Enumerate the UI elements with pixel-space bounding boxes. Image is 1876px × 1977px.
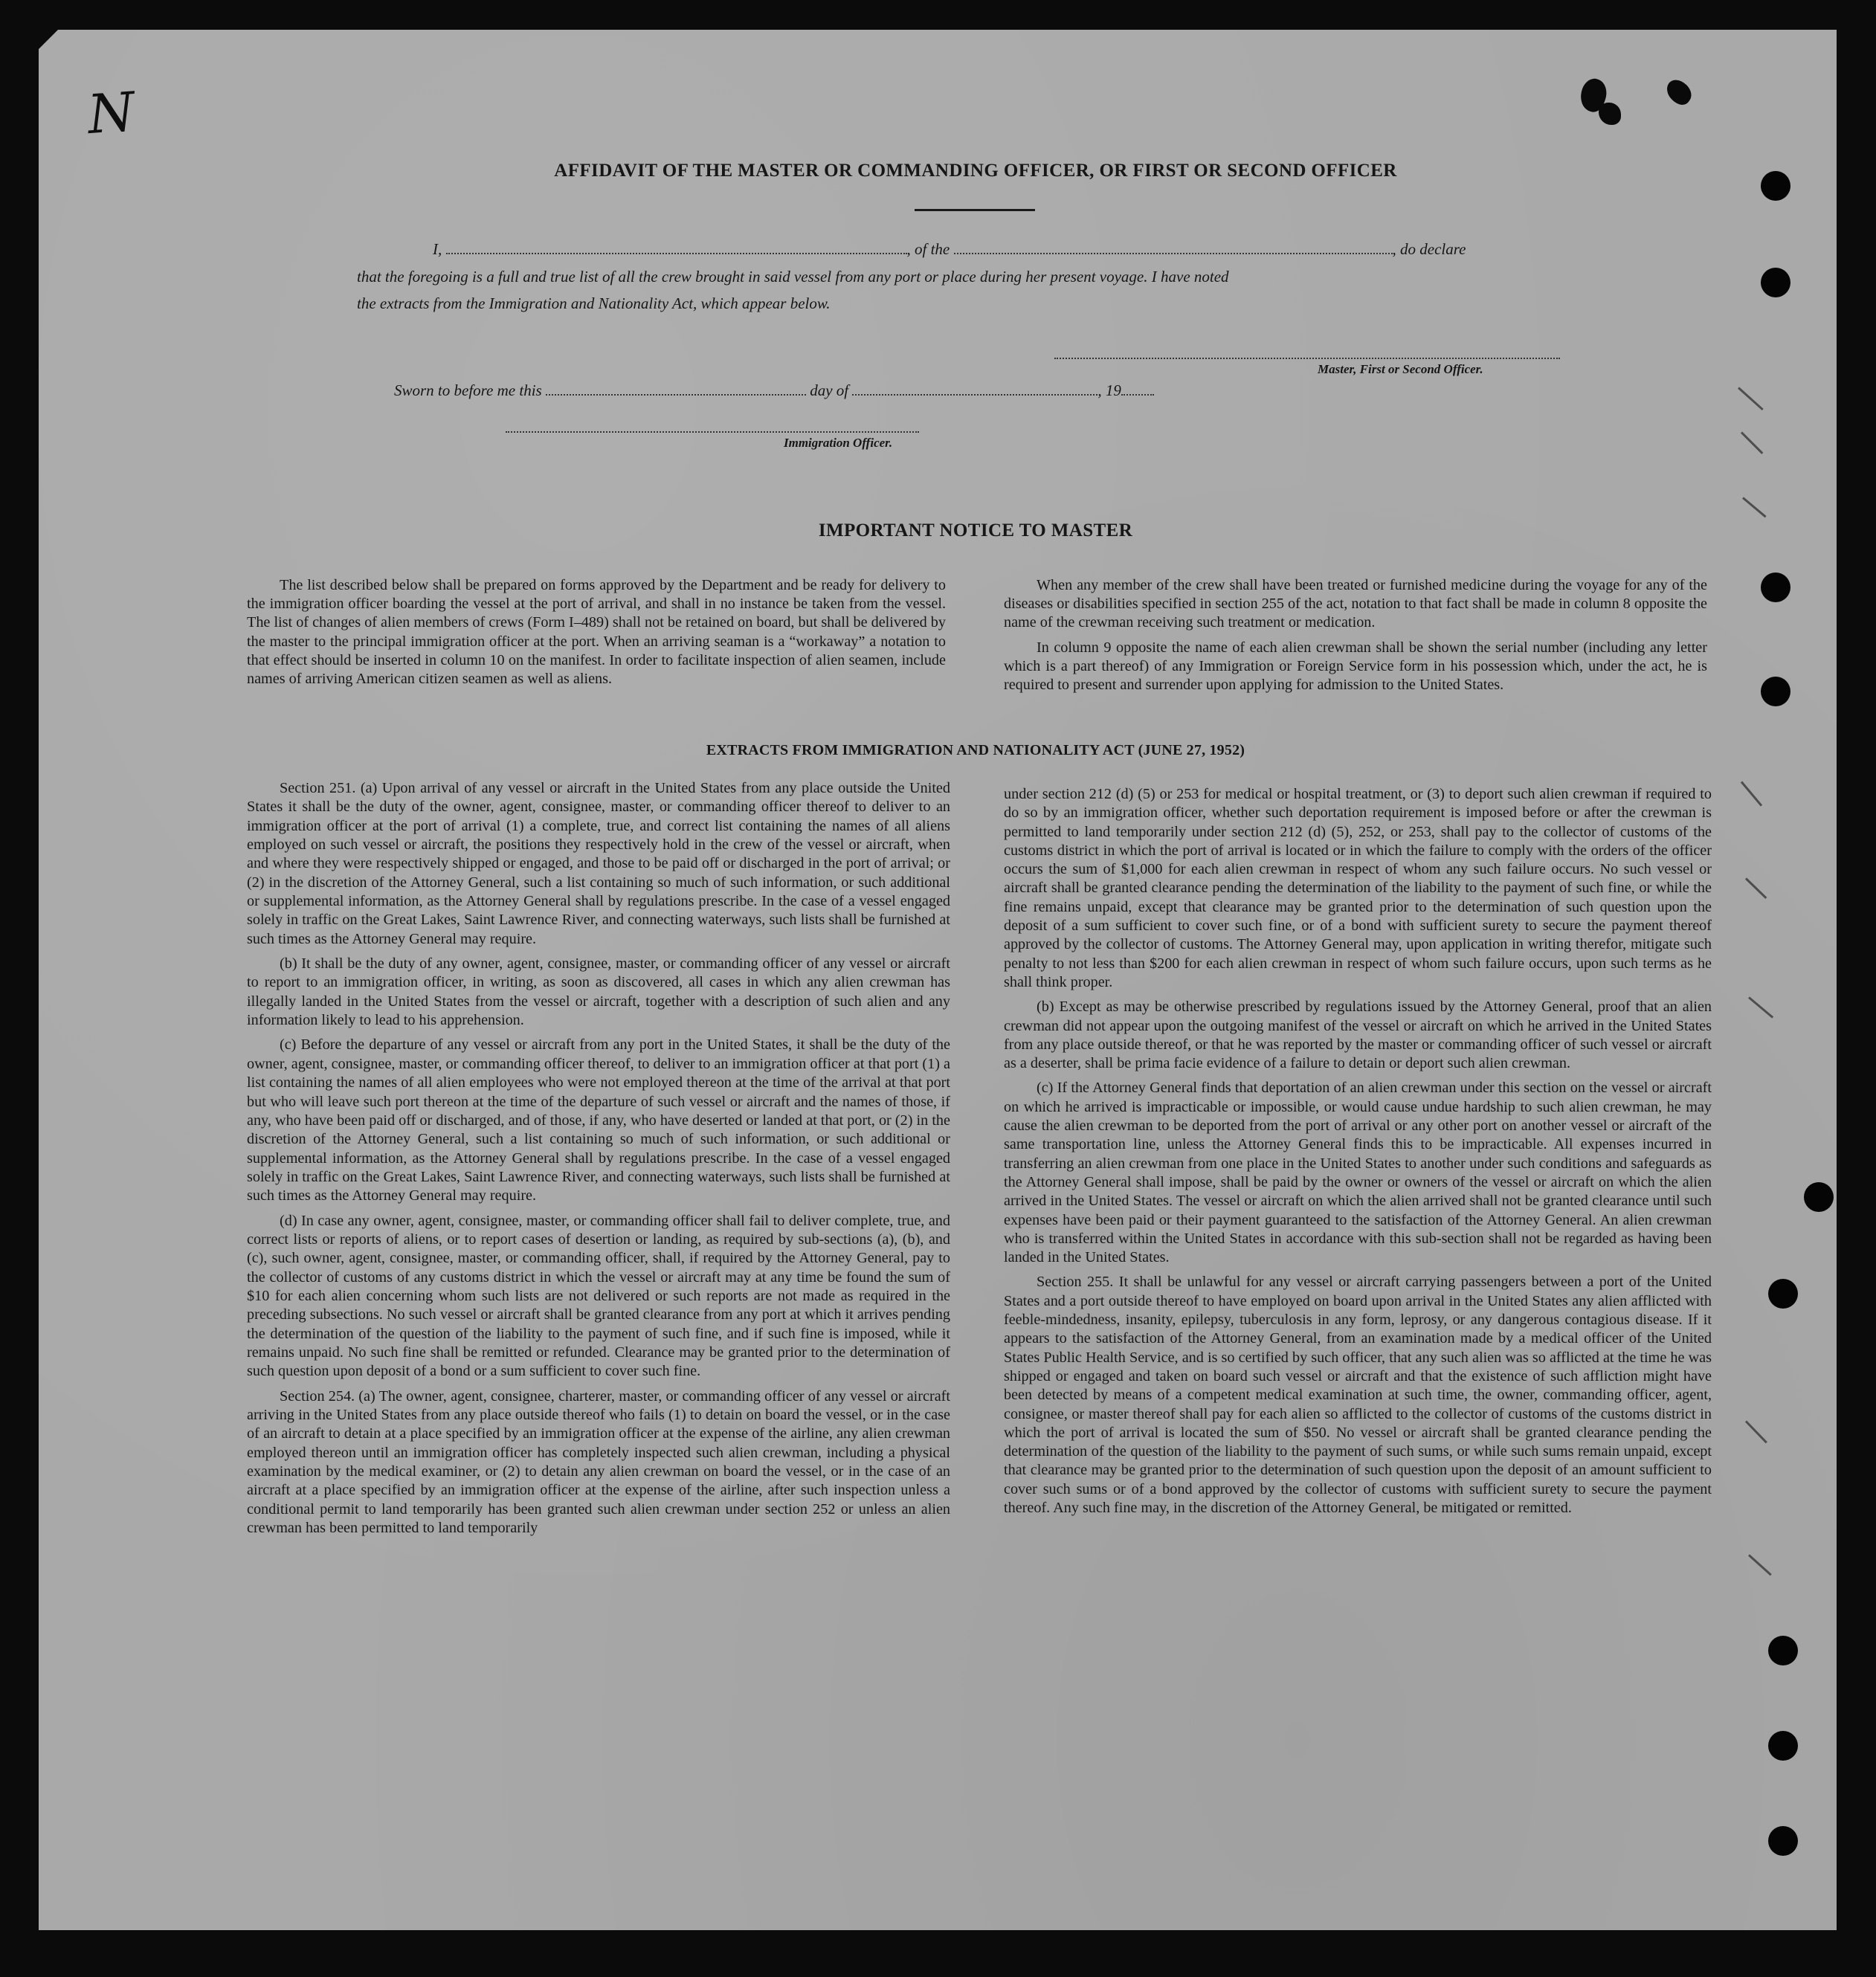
- master-signature-label: Master, First or Second Officer.: [1318, 362, 1483, 376]
- section-251b-paragraph: (b) It shall be the duty of any owner, agent, consignee, master, or commanding officer of any vessel or aircraft to report to an immigration officer, in writing, as soon as discovered, all cases in which any alien crewman has illegally landed in the United States from the vessel or aircraft, together with a description of such alien and any information likely to lead to his apprehension.: [247, 955, 950, 1029]
- section-254a-paragraph: Section 254. (a) The owner, agent, consignee, charterer, master, or commanding officer of any vessel or aircraft arriving in the United States from any place outside thereof who fails (1) to detain on board the vessel, or in the case of an aircraft to detain at a place specified by an immigration officer at the expense of the airline, any alien crewman employed thereon until an immigration officer has completely inspected such alien crewman, including a physical examination by the medical examiner, or (2) to detain any alien crewman on board the vessel, or in the case of an aircraft at a place specified by an immigration officer at the expense of the airline, after such inspection unless a conditional permit to land temporarily has been granted such alien crewman under section 252 or unless an alien crewman has been permitted to land temporarily: [247, 1387, 950, 1537]
- section-251a-paragraph: Section 251. (a) Upon arrival of any vessel or aircraft in the United States from any place outside the United States it shall be the duty of the owner, agent, consignee, master, or commanding officer thereof to deliver to an immigration officer at the port of arrival (1) a complete, true, and correct list containing the names of all aliens employed on such vessel or aircraft, the positions they respectively hold in the crew of the vessel or aircraft, when and where they were respectively shipped or engaged, and those to be paid off or discharged in the port of arrival; or (2) in the discretion of the Attorney General, such a list containing so much of such information, or such additional or supplemental information, as the Attorney General shall by regulations prescribe. In the case of a vessel engaged solely in traffic on the Great Lakes, Saint Lawrence River, and connecting waterways, such lists shall be furnished at such times as the Attorney General may require.: [247, 780, 950, 947]
- section-254a-continued: under section 212 (d) (5) or 253 for medical or hospital treatment, or (3) to deport such alien crewman if required to do so by an immigration officer, whether such deportation requirement is imposed before or after the crewman is permitted to land temporarily under section 212 (d) (5), 252, or 253, shall pay to the collector of customs of the customs district in which the port of arrival is located or in which the failure to comply with the orders of the officer occurs the sum of $1,000 for each alien crewman in respect of whom any such failure occurs. No such vessel or aircraft shall be granted clearance pending the determination of the liability to the payment of such fine, or while the fine remains unpaid, except that clearance may be granted prior to the determination of such question upon the deposit of a sum sufficient to cover such fine, or of a bond with sufficient surety to secure the payment thereof approved by the collector of customs. The Attorney General may, upon application in writing therefor, mitigate such penalty to not less than $200 for each alien crewman in respect of whom such failure occurs, upon such terms as he shall think proper.: [1004, 786, 1712, 990]
- declare-suffix: , do declare: [1392, 240, 1466, 258]
- notice-paragraph: The list described below shall be prepared on forms approved by the Department and be ready for delivery to the immigration officer boarding the vessel at the port of arrival, and shall in no instance be taken from the vessel. The list of changes of alien members of crews (Form I–489) shall not be retained on board, but shall be delivered by the master to the principal immigration officer at the port. When an arriving seaman is a “workaway” a notation to that effect should be inserted in column 10 on the manifest. In order to facilitate inspection of alien seamen, include names of arriving American citizen seamen as well as aliens.: [247, 577, 946, 688]
- handwritten-mark: N: [86, 80, 137, 146]
- vessel-prefix: , of the: [906, 240, 950, 258]
- sworn-month-field[interactable]: [852, 381, 1097, 396]
- margin-tick: [1745, 877, 1767, 899]
- declaration-line-3: the extracts from the Immigration and Nationality Act, which appear below.: [357, 294, 831, 312]
- sworn-day-of: day of: [810, 381, 849, 399]
- punch-hole: [1768, 1731, 1798, 1761]
- margin-tick: [1748, 1554, 1772, 1576]
- punch-hole: [1804, 1182, 1834, 1212]
- extracts-left-column: [247, 779, 950, 1544]
- sworn-prefix: Sworn to before me this: [394, 381, 542, 399]
- ink-smudge: [1599, 103, 1621, 125]
- declarant-line: [433, 239, 1466, 259]
- margin-tick: [1738, 387, 1764, 410]
- notice-paragraph: In column 9 opposite the name of each alien crewman shall be shown the serial number (including any letter which is a part thereof) of any Immigration or Foreign Service form in his possession which, under the act, he is required to present and surrender upon applying for admission to the United States.: [1004, 639, 1707, 694]
- title-rule: [915, 209, 1035, 211]
- margin-tick: [1741, 781, 1762, 807]
- margin-tick: [1745, 1420, 1767, 1443]
- punch-hole: [1761, 171, 1790, 201]
- immigration-officer-label: Immigration Officer.: [784, 436, 893, 450]
- section-254c-paragraph: (c) If the Attorney General finds that deportation of an alien crewman under this section on the vessel or aircraft on which he arrived is impracticable or impossible, or would cause undue hardship to such alien crewman, he may cause the alien crewman to be deported from the port of arrival or any other port on another vessel or aircraft of the same transportation line, unless the Attorney General finds this to be impracticable. All expenses incurred in transferring an alien crewman from one place in the United States to another under such conditions and safeguards as the Attorney General shall impose, shall be paid by the owner or owners of the vessel or aircraft on which the alien arrived in the United States. The vessel or aircraft on which the alien arrived shall not be granted clearance until such expenses have been paid or their payment guaranteed to the satisfaction of the Attorney General. An alien crewman who is transferred within the United States in accordance with this sub-section shall not be regarded as having been landed in the United States.: [1004, 1080, 1712, 1266]
- punch-hole: [1761, 573, 1790, 602]
- extracts-heading: EXTRACTS FROM IMMIGRATION AND NATIONALITY ACT (JUNE 27, 1952): [706, 742, 1245, 758]
- notice-left-column: [247, 576, 946, 694]
- sworn-line: [394, 381, 1154, 400]
- page-corner: [39, 30, 58, 49]
- master-signature-line[interactable]: [1054, 358, 1560, 359]
- notice-right-column: [1004, 576, 1707, 700]
- affidavit-title: AFFIDAVIT OF THE MASTER OR COMMANDING OFFICER, OR FIRST OR SECOND OFFICER: [554, 161, 1397, 181]
- punch-hole: [1768, 1826, 1798, 1856]
- extracts-right-column: [1004, 785, 1712, 1523]
- punch-hole: [1761, 677, 1790, 706]
- sworn-day-field[interactable]: [546, 381, 806, 396]
- punch-hole: [1768, 1636, 1798, 1665]
- ink-smudge: [1662, 76, 1696, 109]
- margin-tick: [1742, 497, 1767, 517]
- section-251c-paragraph: (c) Before the departure of any vessel or aircraft from any port in the United States, it shall be the duty of the owner, agent, consignee, master, or commanding officer thereof, to deliver to an immigration officer at that port (1) a list containing the names of all alien employees who were not employed thereon at the time of the arrival at that port but who will leave such port thereon at the time of the departure of such vessel or aircraft and the names of those, if any, who have been paid off or discharged, and of those, if any, who have deserted or landed at that port, or (2) in the discretion of the Attorney General, such a list containing so much of such information, or such additional or supplemental information, as the Attorney General shall by regulations prescribe. In the case of a vessel engaged solely in traffic on the Great Lakes, Saint Lawrence River, and connecting waterways, such lists shall be furnished at such times as the Attorney General may require.: [247, 1036, 950, 1204]
- margin-tick: [1748, 996, 1773, 1018]
- declarant-prefix: I,: [433, 240, 442, 258]
- section-251d-paragraph: (d) In case any owner, agent, consignee, master, or commanding officer shall fail to deliver complete, true, and correct lists or reports of aliens, or to report cases of desertion or landing, as required by sub-sections (a), (b), and (c), such owner, agent, consignee, master, or commanding officer, shall, if required by the Attorney General, pay to the collector of customs of any customs district in which the vessel or aircraft may at any time be found the sum of $10 for each alien concerning whom such lists are not delivered or such reports are not made as required in the preceding subsections. No such vessel or aircraft shall be granted clearance from any port at which it arrives pending the determination of the question of the liability to the payment of such fine, and if such fine is imposed, while it remains unpaid. No such fine shall be remitted or refunded. Clearance may be granted prior to the determination of such question upon deposit of a bond or a sum sufficient to cover such fine.: [247, 1212, 950, 1380]
- section-255-paragraph: Section 255. It shall be unlawful for any vessel or aircraft carrying passengers between a port of the United States and a port outside thereof to have employed on board upon arrival in the United States any alien afflicted with feeble-mindedness, insanity, epilepsy, tuberculosis in any form, leprosy, or any dangerous contagious disease. If it appears to the satisfaction of the Attorney General, from an examination made by a medical officer of the United States Public Health Service, and is so certified by such officer, that any such alien was so afflicted at the time he was shipped or engaged and taken on board such vessel or aircraft and that the existence of such affliction might have been detected by means of a competent medical examination at such time, the owner, commanding officer, agent, consignee, or master thereof shall pay for each alien so afflicted to the collector of customs of the customs district in which the port of arrival is located the sum of $50. No vessel or aircraft shall be granted clearance pending the determination of the question of the liability to the payment of such sums, or while such sums remain unpaid, except that clearance may be granted prior to the determination of such question upon the deposit of an amount sufficient to cover such sums or of a bond approved by the collector of customs with sufficient surety to secure the payment thereof. Any such fine may, in the discretion of the Attorney General, be mitigated or remitted.: [1004, 1274, 1712, 1516]
- immigration-officer-signature-line[interactable]: [506, 431, 919, 433]
- punch-hole: [1761, 268, 1790, 297]
- section-254b-paragraph: (b) Except as may be otherwise prescribed by regulations issued by the Attorney General, proof that an alien crewman did not appear upon the outgoing manifest of the vessel or aircraft on which he arrived in the United States from any place outside thereof, or that he was reported by the master or commanding officer of such vessel or aircraft as a deserter, shall be prima facie evidence of a failure to detain or deport such alien crewman.: [1004, 999, 1712, 1072]
- declaration-line-2: that the foregoing is a full and true list of all the crew brought in said vessel from any port or place during her present voyage. I have noted: [357, 268, 1229, 286]
- notice-heading: IMPORTANT NOTICE TO MASTER: [818, 520, 1133, 541]
- document-page: [39, 30, 1837, 1930]
- notice-paragraph: When any member of the crew shall have been treated or furnished medicine during the voyage for any of the diseases or disabilities specified in section 255 of the act, notation to that fact shall be made in column 8 opposite the name of the crewman receiving such treatment or medication.: [1004, 577, 1707, 631]
- margin-tick: [1741, 431, 1763, 454]
- sworn-year-prefix: , 19: [1097, 381, 1121, 399]
- punch-hole: [1768, 1279, 1798, 1309]
- vessel-name-field[interactable]: [954, 239, 1393, 254]
- sworn-year-field[interactable]: [1121, 381, 1154, 396]
- declarant-name-field[interactable]: [446, 239, 907, 254]
